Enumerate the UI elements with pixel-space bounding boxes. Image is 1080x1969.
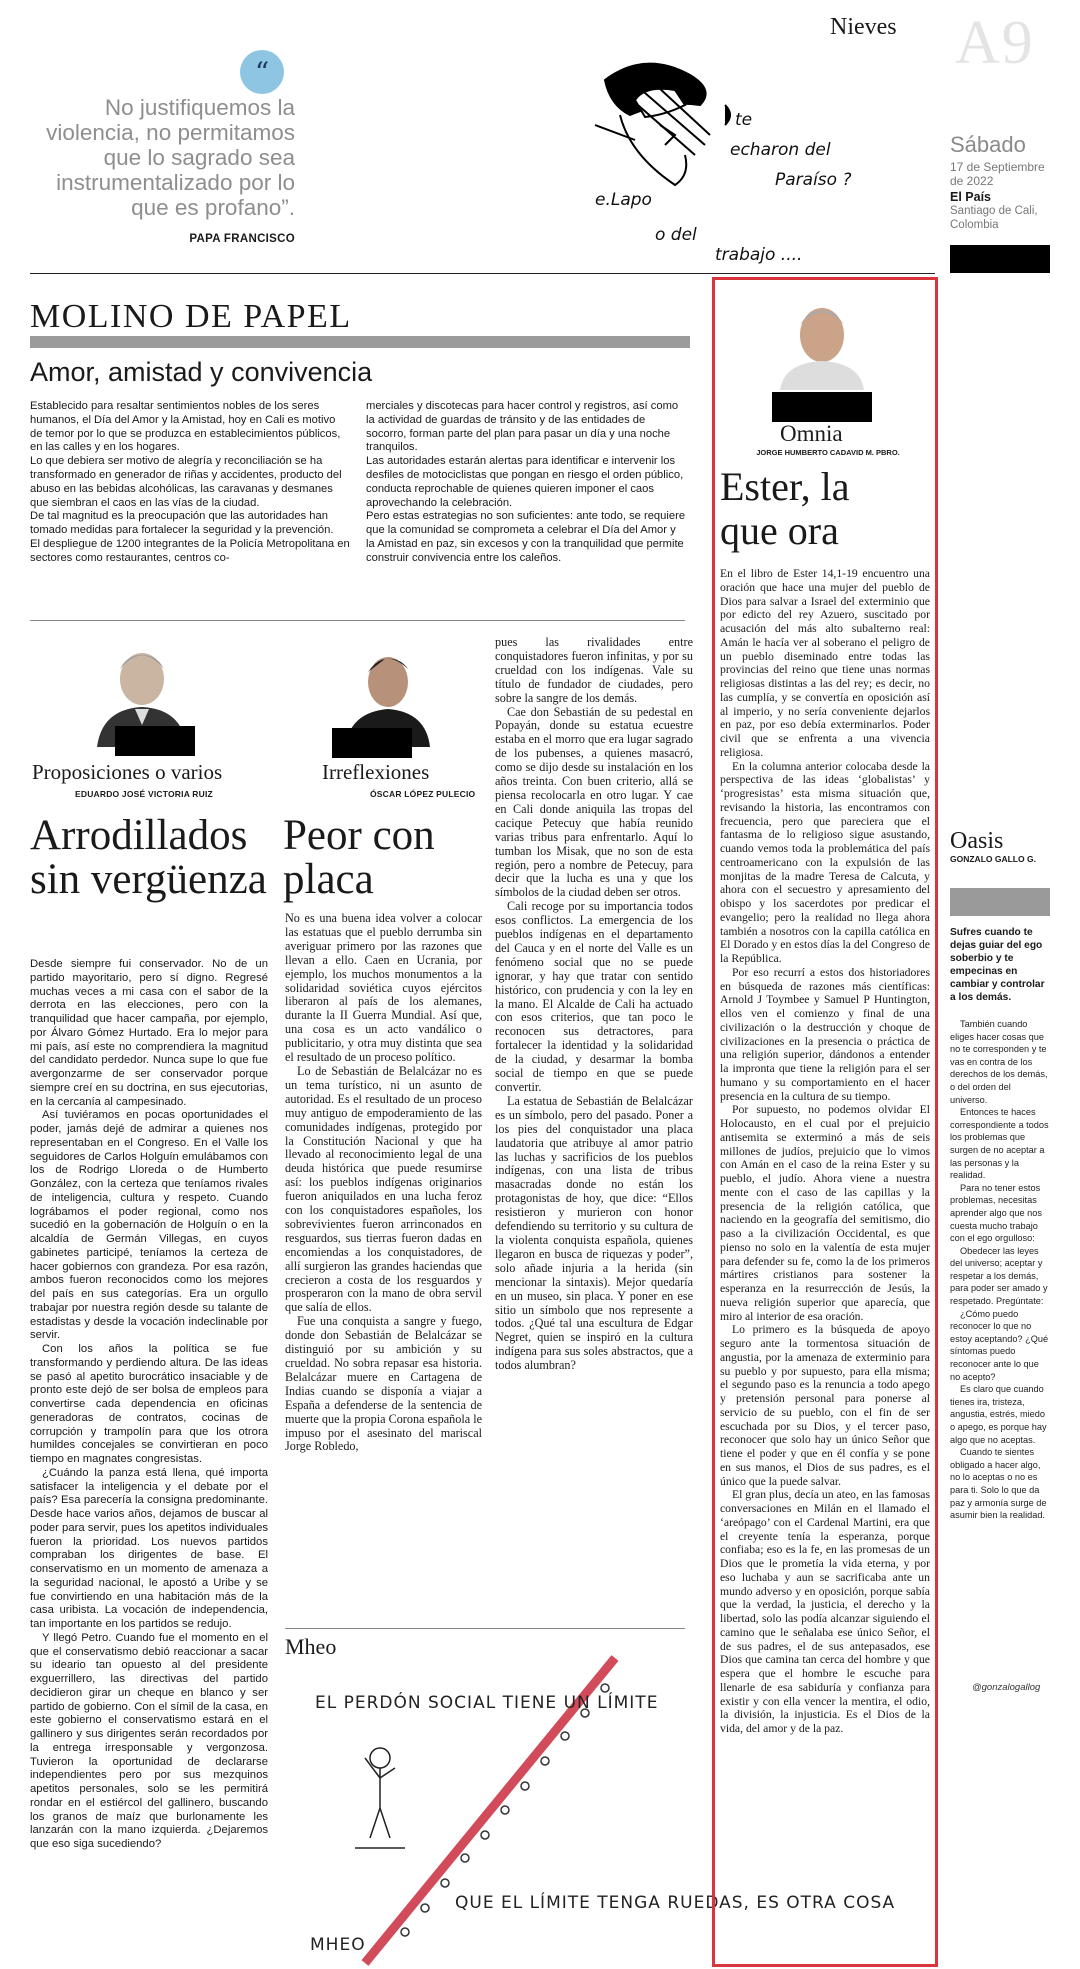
svg-text:Paraíso ?: Paraíso ? xyxy=(775,170,852,190)
article-body-col-2 xyxy=(495,636,693,1373)
editorial-col-2 xyxy=(366,400,686,566)
paragraph: En el libro de Ester 14,1-19 encuentro una oración que hace una mujer del pueblo de Dios para salvar a Israel del exterminio que por edicto del rey Azuero, suscitado por acusación del más alto subalterno real: Amán le hacía ver al soberano el peligro de un pueblo diseminado entre todas las provincias del reino que tiene unas normas religiosas distintas a las del rey; es decir, no las cumplía, y se convertía en oposición así al imperio, y no sería conveniente dejarlos en paz, por eso debía exterminarlos. Poder civil que se enfrenta a una vivencia religiosa. xyxy=(720,567,930,759)
column-name: Omnia xyxy=(780,421,843,446)
dateline xyxy=(950,132,1055,232)
redacted-block xyxy=(950,888,1050,916)
svg-text:te: te xyxy=(735,110,753,130)
paragraph: Entonces te haces correspondiente a todos los problemas que surgen de no aceptar a las personas y la realidad. xyxy=(950,1107,1049,1181)
section-bar xyxy=(30,336,690,348)
page-number: A9 xyxy=(955,9,1035,77)
date: 17 de Septiembre de 2022 xyxy=(950,160,1045,188)
paragraph: El despliegue de 1200 integrantes de la Policía Metropolitana en sectores como restaurantes, centros co- xyxy=(30,537,350,564)
svg-text:o del: o del xyxy=(655,225,697,245)
redacted-block xyxy=(332,728,412,758)
cartoon-character xyxy=(355,1748,405,1848)
divider xyxy=(30,273,935,274)
paragraph: Pero estas estrategias no son suficientes: ante todo, se requiere que la comunidad se comprometa a celebrar el Día del Amor y la Amistad en paz, sin excesos y con la tranquilidad que permite construir convivencia entre los caleños. xyxy=(366,510,686,564)
paragraph: Cae don Sebastián de su pedestal en Popayán, donde su estatua ecuestre estaba en el morro que era lugar sagrado de los pubenses, a quienes masacró, como se dijo desde su instalación en los años treinta. Con buen criterio, allá se piensa recolocarla en otro lugar. Y cae en Cali donde aniquila las tropas del cacique Petecuy que había reunido varias tribus para enfrentarlo. Aquí lo tumban los Misak, que no son de esta región, pero a nombre de Petecuy, para decir que la lucha es una y que los símbolos de la ciudad deben ser otros. xyxy=(495,704,693,900)
article-headline: Peor con placa xyxy=(283,812,435,903)
redacted-block xyxy=(115,726,195,756)
paragraph: Es claro que cuando tienes ira, tristeza, angustia, estrés, miedo o apego, es porque hay algo que no aceptas. xyxy=(950,1384,1047,1445)
paragraph: ¿Cómo puedo reconocer lo que no estoy aceptando? ¿Qué síntomas puedo reconocer ante lo que no acepto? xyxy=(950,1308,1049,1382)
article-body xyxy=(30,958,268,1852)
svg-text:MHEO: MHEO xyxy=(310,1935,366,1955)
paragraph: Y llegó Petro. Cuando fue el momento en el que el conservatismo debió reaccionar a sacar su ideario tan opuesto al del presidente exguerrillero, las directivas del partido decidieron girar un cheque en blanco y ser partido de gobierno. Con el símil de la casa, en este gobierno el conservatismo estará en el gallinero y sus dirigentes serán recordados por la entrega irresponsable y vergonzosa. Tuvieron la oportunidad de declararse independientes pero por sus mezquinos apetitos personales, solo se les permitirá rondar en el estiércol del gallinero, buscando los granos de maíz que burlonamente les lanzarán con la mano izquierda. ¿Dejaremos que eso siga sucediendo? xyxy=(30,1631,268,1850)
paragraph: Las autoridades estarán alertas para identificar e intervenir los desfiles de motociclistas que pongan en riesgo el orden público, conducta reprochable de quienes quieren imponer el caos aprovechando la celebración. xyxy=(366,455,684,509)
svg-text:QUE EL LÍMITE TENGA RUEDAS, ES: QUE EL LÍMITE TENGA RUEDAS, ES OTRA COSA xyxy=(455,1893,896,1913)
divider xyxy=(30,620,685,621)
column-author: EDUARDO JOSÉ VICTORIA RUIZ xyxy=(75,789,213,799)
paragraph: ¿Cuándo la panza está llena, qué importa satisfacer la inteligencia y el debate por el país? Esa parecería la consigna predominante. Desde hace varios años, dejamos de buscar al poder para servir, pues los apetitos individuales fueron la prioridad. Los nuevos partidos compraban los dirigentes de base. El conservatismo en un momento de amenaza a la seguridad nacional, le apostó a Uribe y se fue convirtiendo en una habitación más de la casa uribista. La vocación de independencia, tan importante en los partidos se redujo. xyxy=(30,1466,269,1630)
paragraph: Lo de Sebastián de Belalcázar no es un tema turístico, ni un asunto de autoridad. Es el resultado de un proceso muy antiguo de empoderamiento de las comunidades indígenas, protegido por la Constitución Nacional y que ha llevado al reconocimiento legal de una deuda histórica que puede resumirse así: los pueblos indígenas originarios fueron aniquilados en una lucha feroz con los conquistadores españoles, los sobrevivientes fueron arrinconados en resguardos, sus tierras fueron dadas en encomiendas a los conquistadores, de allí surgieron las grandes haciendas que crecieron a costa de los resguardos y prosperaron con la mano de obra servil que salía de ellos. xyxy=(285,1063,482,1315)
newspaper-name: El País xyxy=(950,190,991,204)
column-name: Proposiciones o varios xyxy=(32,760,223,784)
editorial-col-1 xyxy=(30,400,350,566)
editorial-headline: Amor, amistad y convivencia xyxy=(30,357,373,387)
paragraph: Así tuviéramos en pocas oportunidades el poder, jamás dejé de admirar a quienes nos representaban en el Congreso. En el Valle los seguidores de Carlos Holguín emulábamos con los de Rodrigo Lloreda o de Humberto González, con la certeza que teníamos rivales de inteligencia, cultura y respeto. Cuando lográbamos el poder regional, como nos sucedió en la gobernación de Holguín o en la alcaldía de Germán Villegas, en cuyos gabinetes participé, teníamos la certeza de hacer gobiernos con grandeza. Por esa razón, ambos fueron reconocidos como los mejores del país en sus categorías. Era un orgullo trabajar por nuestra región desde su talante de estadistas y desde la vocación indeclinable por servir. xyxy=(30,1109,268,1342)
oasis-body xyxy=(950,1018,1050,1522)
paragraph: merciales y discotecas para hacer control y registros, así como la actividad de guardas de tránsito y de las entidades de socorro, forman parte del plan para pasar un día y una noche tranquilos. xyxy=(366,400,679,454)
column-author: ÓSCAR LÓPEZ PULECIO xyxy=(370,789,476,799)
paragraph: Lo primero es la búsqueda de apoyo seguro ante la tormentosa situación de angustia, por la amenaza de exterminio para su pueblo y por supuesto, para ella misma; el segundo paso es la renuncia a todo apego y pretensión personal para ponerse al servicio de su pueblo, con el fin de ser escuchada por su Dios, y el tercer paso, reconocer que solo hay un único Señor que tiene el poder y que en él confía y se pone en sus manos, el Dios de sus padres, es el único que la puede salvar. xyxy=(720,1323,930,1488)
svg-text:echaron del: echaron del xyxy=(730,140,831,160)
editorial-cartoon xyxy=(575,45,945,270)
section-title: MOLINO DE PAPEL xyxy=(30,298,352,335)
paragraph: pues las rivalidades entre conquistadores fueron infinitas, y por su crueldad con los indígenas. Vale su título de fundador de ciudades, pero sobre la sangre de los demás. xyxy=(495,635,693,705)
article-body-col-1 xyxy=(285,912,482,1454)
article-body xyxy=(720,567,930,1736)
paragraph: Establecido para resaltar sentimientos nobles de los seres humanos, el Día del Amor y la Amistad, hoy en Cali es motivo de temor por lo que se produzca en establecimientos públicos, en las calles y en los hogares. xyxy=(30,400,341,454)
author-photo xyxy=(772,295,872,390)
article-headline: Arrodillados sin vergüenza xyxy=(30,812,267,903)
cartoonist-name: Nieves xyxy=(830,14,897,40)
quote-author: PAPA FRANCISCO xyxy=(189,233,295,245)
svg-text:trabajo ....: trabajo .... xyxy=(715,245,803,265)
place: Santiago de Cali, Colombia xyxy=(950,205,1038,231)
paragraph: No es una buena idea volver a colocar las estatuas que el pueblo derrumba sin averiguar primero por las razones que llevan a ello. Caen en Ucrania, por ejemplo, los muchos monumentos a la solidaridad soviética cuyos ejércitos liberaron al país de los alemanes, durante la II Guerra Mundial. Así que, una cosa es un acto vandálico o publicitario, y otra muy distinta que sea el resultado de un proceso político. xyxy=(285,911,482,1065)
paragraph: También cuando eliges hacer cosas que no te corresponden y te vas en contra de los derechos de los demás, o del orden del universo. xyxy=(950,1019,1048,1105)
paragraph: Lo que debiera ser motivo de alegría y reconciliación se ha transformado en generador de riñas y accidentes, producto del abuso en las bebidas alcohólicas, las caravanas y desmanes que siembran el caos en las vías de la ciudad. xyxy=(30,455,342,509)
quote-icon: “ xyxy=(240,50,284,94)
column-author: JORGE HUMBERTO CADAVID M. PBRO. xyxy=(756,448,900,457)
pull-quote: No justifiquemos la violencia, no permitamos que lo sagrado sea instrumentalizado por lo que es profano”. xyxy=(46,95,295,220)
cartoon-figure xyxy=(595,64,730,185)
paragraph: Cali recoge por su importancia todos esos conflictos. La emergencia de los pueblos indígenas en el departamento del Cauca y en el norte del Valle es un fenómeno social que no se puede ignorar, y hay que tratar con sentido histórico, con prudencia y con la ley en la mano. El Alcalde de Cali ha actuado con esos criterios, que tan poco le reconocen sus detractores, para fortalecer la identidad y la solidaridad de la ciudad, y desarmar la bomba social de tiempo en que se puede convertir. xyxy=(495,899,693,1094)
mheo-cartoon xyxy=(285,1658,896,1963)
paragraph: Para no tener estos problemas, necesitas aprender algo que nos cuesta mucho trabajo con el ego orgulloso: xyxy=(950,1182,1042,1244)
paragraph: La estatua de Sebastián de Belalcázar es un símbolo, pero del pasado. Poner a los pies del conquistador una placa laudatoria que atribuye al amor patrio las luchas y sacrificios de los pueblos indígenas, con una lista de tribus masacradas donde no están los protagonistas de hoy, que dice: “Ellos resistieron y murieron con honor defendiendo su territorio y su cultura de la violenta conquista española, quienes llegaron en busca de riquezas y poder”, solo añade injuria a la herida (sin mencionar la sintaxis). Mejor quedaría en un museo, sin placa. Y poner en ese sitio un símbolo que nos represente a todos. ¿Qué tal una escultura de Edgar Negret, quien se inspiró en la cultura indígena para sus soles abstractos, que a todos alumbran? xyxy=(495,1093,693,1373)
column-name: Irreflexiones xyxy=(322,760,430,784)
social-handle[interactable]: @gonzalogallog xyxy=(972,1682,1041,1693)
paragraph: Con los años la política se fue transformando y perdiendo altura. De las ideas se pasó al apetito burocrático insaciable y de pronto este dejó de ser bolsa de empleos para convertirse cada dependencia en oficinas generadoras de contratos, cocinas de corrupción y trampolín para que los otrora humildes concejales se convirtieran en poco tiempo en magnates congresistas. xyxy=(30,1343,268,1465)
paragraph: Por supuesto, no podemos olvidar El Holocausto, en el cual por el prejuicio antisemita se exterminó a más de seis millones de judíos, prejuicio que lo vimos con Amán en el caso de la reina Ester y su pueblo, el judío. Ahora viene a nuestra mente con el caso de las capillas y la presencia de la religión católica, que naciendo en la geografía del semitismo, dio paso a la civilización Occidental, es que pienso no solo en la valentía de esta mujer para defender su fe, como la de los primeros mártires cristianos para sostener la esperanza en la resurrección de Jesús, la nueva religión superior que aparecía, que miro al interior de esa oración. xyxy=(720,1103,930,1323)
svg-text:EL PERDÓN SOCIAL TIENE UN LÍMI: EL PERDÓN SOCIAL TIENE UN LÍMITE xyxy=(315,1693,659,1713)
paragraph: Por eso recurrí a estos dos historiadores en búsqueda de razones más científicas: Arnold J Toymbee y Samuel P Huntington, ellos ven el comienzo y final de una civilización o la destrucción y choque de civilizaciones en la presencia o práctica de una religión superior, dándonos a entender la impronta que tiene la religión para el ser humano y su comportamiento en el hacer presencia en la cultura de su tiempo. xyxy=(720,965,930,1103)
day: Sábado xyxy=(950,132,1026,157)
cartoon-title: Mheo xyxy=(285,1634,337,1659)
oasis-lead: Sufres cuando te dejas guiar del ego soberbio y te empecinas en cambiar y controlar a los demás. xyxy=(950,927,1045,1003)
paragraph: El gran plus, decía un ateo, en las famosas conversaciones en Milán en el llamado el ‘areópago’ con el Cardenal Martini, era que el creyente tenía la esperanza, porque confiaba; eso es la fe, en las promesas de un Dios que le prometía la vida eterna, y por eso luchaba y aun se sacrificaba ante un mundo adverso y en oposición, porque sabía que la verdad, la justicia, el derecho y la libertad, solo las podía alcanzar siguiendo el camino que le señalaba ese único Señor, el de sus padres, el de sus antepasados, ese Dios que camina tan cerca del hombre y que espera que el hombre le escuche para llenarle de esa sabiduría y confianza para existir y con ella vencer la mentira, el odio, la división, la injusticia. Es el Dios de la vida, del amor y de la paz. xyxy=(720,1488,930,1735)
column-name: Oasis xyxy=(950,828,1004,854)
article-headline: Ester, la que ora xyxy=(720,464,850,553)
paragraph: Obedecer las leyes del universo; aceptar y respetar a los demás, para poder ser amado y respetado. Pregúntate: xyxy=(950,1245,1048,1307)
redacted-block xyxy=(772,392,872,422)
paragraph: De tal magnitud es la preocupación que las autoridades han tomado medidas para fortalecer la seguridad y la prevención. xyxy=(30,510,334,537)
column-author: GONZALO GALLO G. xyxy=(950,854,1036,864)
divider xyxy=(285,1628,685,1629)
svg-text:e.Lapo: e.Lapo xyxy=(595,190,652,210)
paragraph: Cuando te sientes obligado a hacer algo, no lo aceptas o no es para ti. Solo lo que da paz y armonía surge de asumir bien la realidad. xyxy=(950,1447,1047,1521)
redacted-block xyxy=(950,245,1050,273)
paragraph: Desde siempre fui conservador. No de un partido mayoritario, pero sí digno. Regresé muchas veces a mi casa con el sabor de la derrota en las elecciones, pero con la tranquilidad que hacer campaña, por ejemplo, por Álvaro Gómez Hurtado. Era lo mejor para mi país, así este no comprendiera la magnitud del candidato perdedor. Nunca supe lo que fue avergonzarme de ser conservador porque siempre creí en su doctrina, en sus ejecutorias, en la cercanía al campesinado. xyxy=(30,958,268,1108)
paragraph: En la columna anterior colocaba desde la perspectiva de las ideas ‘globalistas’ y ‘progresistas’ esta misma situación que, revisando la historia, las encontramos con frecuencia, pero que pareciera que el fantasma de lo religioso sigue asustando, cuando vemos toda la problemática del país centroamericano con la expulsión de las monjitas de la madre Teresa de Calcuta, y ahora con el secuestro y apresamiento del obispo y los sacerdotes por predicar el evangelio; pero la realidad no llega ahora también a nosotros con la capilla católica en El Dorado y en estos días la del Congreso de la República. xyxy=(720,759,930,965)
paragraph: Fue una conquista a sangre y fuego, donde don Sebastián de Belalcázar se distinguió por su ambición y su crueldad. No sobra repasar esa historia. Belalcázar muere en Cartagena de Indias cuando se disponía a viajar a España a defenderse de la sentencia de muerte que la propia Corona española le impuso por el asesinato del mariscal Jorge Robledo, xyxy=(285,1314,482,1454)
